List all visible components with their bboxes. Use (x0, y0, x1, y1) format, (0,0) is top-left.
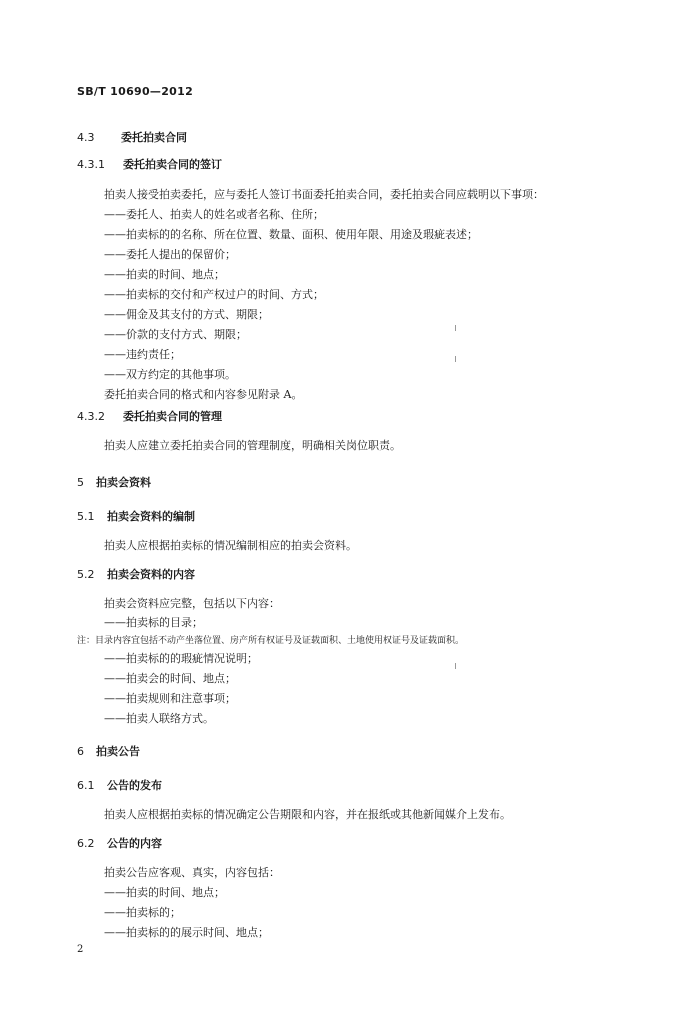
list-item: ——拍卖标的交付和产权过户的时间、方式； (104, 288, 324, 301)
paragraph: 拍卖公告应客观、真实，内容包括： (104, 866, 280, 879)
list-item: ——违约责任； (104, 348, 181, 361)
list-item: ——委托人提出的保留价； (104, 248, 236, 261)
scan-speck (455, 663, 456, 669)
list-item: ——价款的支付方式、期限； (104, 328, 247, 341)
section-heading-4-3 (77, 129, 187, 145)
section-title: 拍卖会资料 (96, 476, 151, 489)
section-title: 拍卖公告 (96, 745, 140, 758)
page-number: 2 (77, 944, 84, 955)
list-item: ——拍卖标的的展示时间、地点； (104, 926, 269, 939)
section-number: 5 (77, 476, 84, 489)
scan-speck (455, 356, 456, 362)
list-item: ——拍卖规则和注意事项； (104, 692, 236, 705)
section-heading-6-2 (77, 835, 162, 851)
section-heading-5-2 (77, 566, 195, 582)
section-number: 4.3.2 (77, 410, 105, 423)
section-heading-6 (77, 743, 140, 759)
standard-code: SB/T 10690—2012 (77, 85, 194, 98)
paragraph: 拍卖人应根据拍卖标的情况编制相应的拍卖会资料。 (104, 539, 357, 552)
section-title: 拍卖会资料的内容 (107, 568, 195, 581)
section-number: 5.1 (77, 510, 95, 523)
section-title: 公告的内容 (107, 837, 162, 850)
paragraph: 拍卖人应根据拍卖标的情况确定公告期限和内容，并在报纸或其他新闻媒介上发布。 (104, 808, 511, 821)
list-item: ——拍卖人联络方式。 (104, 712, 214, 725)
section-heading-4-3-2 (77, 408, 222, 424)
paragraph: 拍卖人接受拍卖委托，应与委托人签订书面委托拍卖合同，委托拍卖合同应载明以下事项： (104, 188, 544, 201)
list-item: ——拍卖会的时间、地点； (104, 672, 236, 685)
list-item: ——拍卖标的的瑕疵情况说明； (104, 652, 258, 665)
paragraph: 拍卖会资料应完整，包括以下内容： (104, 597, 280, 610)
scan-speck (455, 325, 456, 331)
section-title: 委托拍卖合同的签订 (123, 158, 222, 171)
list-item: ——佣金及其支付的方式、期限； (104, 308, 269, 321)
section-number: 4.3.1 (77, 158, 105, 171)
section-number: 6.2 (77, 837, 95, 850)
section-heading-4-3-1 (77, 156, 222, 172)
section-number: 6.1 (77, 779, 95, 792)
paragraph: 委托拍卖合同的格式和内容参见附录 A。 (104, 388, 303, 401)
section-heading-5 (77, 474, 151, 490)
list-item: ——拍卖的时间、地点； (104, 268, 225, 281)
list-item: ——委托人、拍卖人的姓名或者名称、住所； (104, 208, 324, 221)
note: 注：目录内容宜包括不动产坐落位置、房产所有权证号及证载面积、土地使用权证号及证载面积。 (77, 636, 465, 646)
section-title: 委托拍卖合同的管理 (123, 410, 222, 423)
list-item: ——拍卖标的； (104, 906, 181, 919)
section-heading-5-1 (77, 508, 195, 524)
section-number: 4.3 (77, 131, 95, 144)
section-heading-6-1 (77, 777, 162, 793)
section-title: 拍卖会资料的编制 (107, 510, 195, 523)
section-title: 委托拍卖合同 (121, 131, 187, 144)
section-number: 5.2 (77, 568, 95, 581)
section-title: 公告的发布 (107, 779, 162, 792)
list-item: ——拍卖的时间、地点； (104, 886, 225, 899)
list-item: ——拍卖标的目录； (104, 616, 203, 629)
list-item: ——双方约定的其他事项。 (104, 368, 236, 381)
list-item: ——拍卖标的的名称、所在位置、数量、面积、使用年限、用途及瑕疵表述； (104, 228, 478, 241)
paragraph: 拍卖人应建立委托拍卖合同的管理制度，明确相关岗位职责。 (104, 439, 401, 452)
section-number: 6 (77, 745, 84, 758)
